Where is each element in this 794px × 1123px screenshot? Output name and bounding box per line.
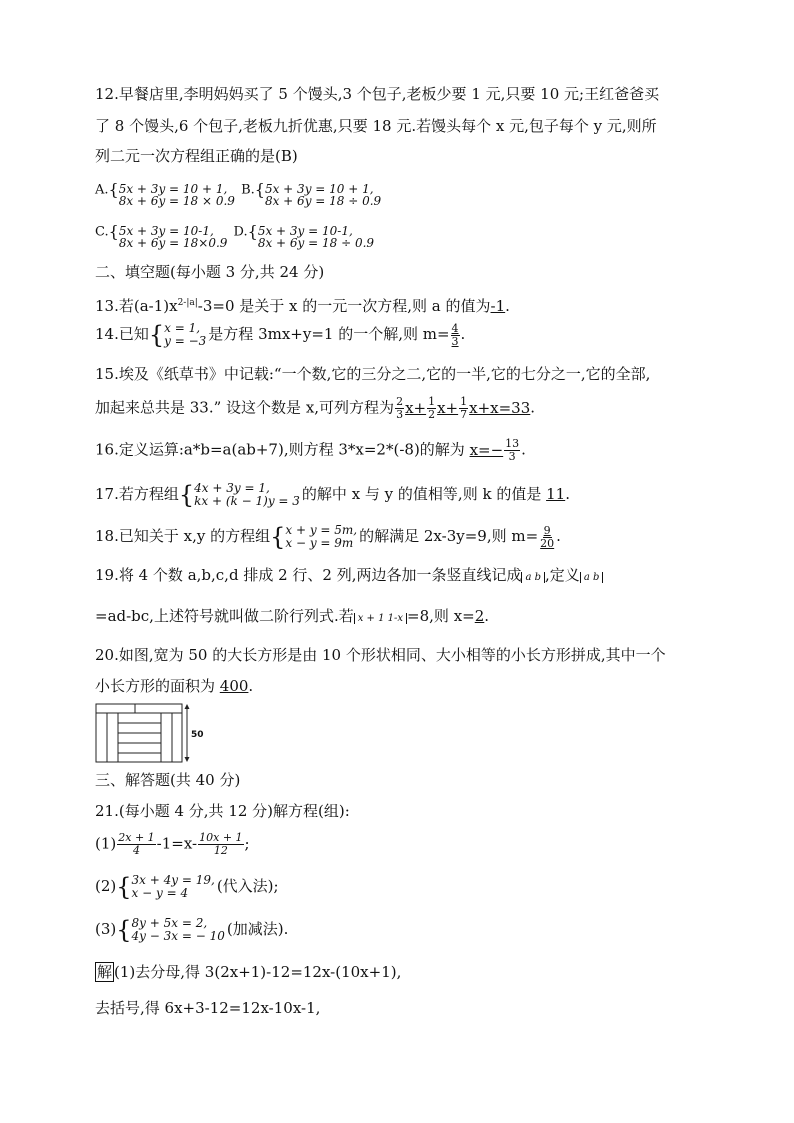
q17-text-mid: 的解中 x 与 y 的值相等,则 k 的值是 (301, 485, 547, 503)
q14: 14.已知{ x = 1, y = −3 是方程 3mx+y=1 的一个解,则 m= $\frac{4}{3}$ . (95, 321, 466, 349)
q18-answer-den: 20 (540, 536, 555, 550)
q15-line2 (95, 396, 535, 421)
q19-text-2b: =8,则 x= (407, 607, 475, 625)
q21-p3-eq2: 4y − 3x = − 10 (131, 929, 225, 943)
q15-term3: x+x=33 (469, 398, 531, 417)
q17-eq2: kx + (k − 1)y = 3 (194, 494, 300, 508)
q12-line2: 了 8 个馒头,6 个包子,老板九折优惠,只要 18 元.若馒头每个 x 元,包子每个 y 元,则所 (95, 117, 657, 135)
q18-eq1: x + y = 5m, (285, 523, 358, 537)
q15-frac1-den: 3 (396, 408, 404, 421)
option-c-label: C. (95, 224, 109, 240)
q21-part3-label: (3) (95, 920, 117, 938)
q13-end: . (505, 297, 510, 315)
q15-frac3-num: 1 (460, 395, 468, 408)
q21-p1-frac1-num: 2x + 1 (118, 831, 155, 844)
q12-line1: 12.早餐店里,李明妈妈买了 5 个馒头,3 个包子,老板少要 1 元,只要 10 元;王红爸爸买 (95, 85, 660, 103)
q15-answer (394, 395, 531, 421)
q21-part1-label: (1) (95, 834, 117, 853)
q18-answer (539, 525, 555, 550)
q21-part2: (2){ 3x + 4y = 19, x − y = 4 (代入法); (95, 873, 279, 901)
q15-term2: x+ (437, 398, 459, 417)
q13-answer: -1 (490, 297, 506, 315)
q21-p3-eq1: 8y + 5x = 2, (131, 916, 208, 930)
q19-matrix-2: a b (580, 572, 604, 583)
q16 (95, 438, 526, 463)
q16-answer-num: 13 (505, 437, 520, 450)
q14-eq2: y = −3 (164, 334, 207, 348)
q13-exponent: 2-|a| (177, 298, 198, 308)
q21-solution-line2: 去括号,得 6x+3-12=12x-10x-1, (95, 999, 321, 1017)
q14-eq1: x = 1, (164, 321, 201, 335)
q14-text-mid: 是方程 3mx+y=1 的一个解,则 m= (208, 325, 450, 343)
q18-end: . (556, 527, 561, 545)
q19-text: 19.将 4 个数 a,b,c,d 排成 2 行、2 列,两边各加一条竖直线记成 (95, 566, 522, 584)
option-b-eq1: 5x + 3y = 10 + 1, (264, 181, 374, 196)
q19-end: . (484, 607, 490, 625)
q18-answer-num: 9 (543, 523, 551, 537)
q18-eq2: x − y = 9m (285, 536, 354, 550)
q20-line2 (95, 676, 253, 696)
figure-arrow-down (185, 757, 190, 762)
q18-text: 18.已知关于 x,y 的方程组 (95, 527, 271, 545)
q16-text: 16.定义运算:a*b=a(ab+7),则方程 3*x=2*(-8)的解为 (95, 440, 470, 459)
q20-line1: 20.如图,宽为 50 的大长方形是由 10 个形状相同、大小相等的小长方形拼成,其中一个 (95, 646, 666, 664)
q21-part3: (3){ 8y + 5x = 2, 4y − 3x = − 10 (加减法). (95, 916, 289, 944)
q17-eq1: 4x + 3y = 1, (194, 481, 270, 495)
option-a-eq2: 8x + 6y = 18 × 0.9 (118, 193, 235, 208)
q13-text-mid: -3=0 是关于 x 的一元一次方程,则 a 的值为 (197, 297, 491, 315)
q14-end: . (460, 325, 466, 343)
q21-p2-eq2: x − y = 4 (131, 886, 189, 900)
q16-end: . (521, 440, 526, 459)
option-b-eq2: 8x + 6y = 18 ÷ 0.9 (264, 193, 382, 208)
q14-answer-den: 3 (451, 334, 459, 348)
option-c-eq2: 8x + 6y = 18×0.9 (118, 235, 228, 250)
q16-answer (469, 437, 522, 463)
q21-p1-frac1-den: 4 (132, 844, 140, 857)
q21-solution-step1: (1)去分母,得 3(2x+1)-12=12x-(10x+1), (114, 963, 402, 981)
q14-answer (451, 323, 460, 348)
q18: 18.已知关于 x,y 的方程组{ x + y = 5m, x − y = 9m 的解满足 2x-3y=9,则 m= $\frac{9}{20}$ . (95, 523, 561, 551)
q17: 17.若方程组{ 4x + 3y = 1, kx + (k − 1)y = 3 的解中 x 与 y 的值相等,则 k 的值是 11. (95, 481, 570, 509)
section-2-heading: 二、填空题(每小题 3 分,共 24 分) (95, 263, 325, 281)
q17-text: 17.若方程组 (95, 485, 179, 503)
q15-text: 加起来总共是 33.” 设这个数是 x,可列方程为 (95, 398, 395, 417)
option-d-eq1: 5x + 3y = 10-1, (257, 223, 353, 238)
q17-answer: 11 (546, 485, 566, 503)
q21-part1 (95, 832, 250, 857)
option-b-label: B. (241, 182, 255, 198)
q15-frac3-den: 7 (460, 408, 468, 421)
q15-frac2-den: 2 (428, 408, 436, 421)
q14-text: 14.已知 (95, 325, 149, 343)
figure-width-label: 50 (191, 730, 204, 740)
q20-rectangle-figure (95, 703, 215, 765)
q21-p2-note: (代入法); (216, 877, 279, 895)
q15-frac2-num: 1 (428, 395, 436, 408)
q19-text-b: ,定义 (545, 566, 580, 584)
option-c-eq1: 5x + 3y = 10-1, (118, 223, 214, 238)
q21-part2-label: (2) (95, 877, 117, 895)
q15-frac1-num: 2 (396, 395, 404, 408)
q21-p1-frac2-num: 10x + 1 (199, 831, 243, 844)
q20-answer: 400 (219, 677, 249, 695)
option-a-eq1: 5x + 3y = 10 + 1, (118, 181, 228, 196)
option-a-label: A. (95, 182, 109, 198)
section-3-heading: 三、解答题(共 40 分) (95, 771, 241, 789)
q16-answer-prefix: x=− (469, 440, 504, 459)
q21-p3-note: (加减法). (226, 920, 289, 938)
option-d-eq2: 8x + 6y = 18 ÷ 0.9 (257, 235, 375, 250)
q16-answer-den: 3 (508, 450, 516, 463)
q19-answer: 2 (474, 607, 485, 625)
q12-options-ab: A.{ 5x + 3y = 10 + 1, 8x + 6y = 18 × 0.9 B.{ 5x + 3y = 10 + 1, 8x + 6y = 18 ÷ 0.9 (95, 180, 382, 208)
q19-line2 (95, 606, 489, 629)
q21-intro: 21.(每小题 4 分,共 12 分)解方程(组): (95, 802, 350, 820)
q21-p1-frac2-den: 12 (213, 844, 228, 857)
q21-solution-line1 (95, 962, 401, 982)
q21-p1-end: ; (244, 834, 250, 853)
q15-line1: 15.埃及《纸草书》中记载:“一个数,它的三分之二,它的一半,它的七分之一,它的全部, (95, 365, 651, 383)
q18-text-mid: 的解满足 2x-3y=9,则 m= (359, 527, 539, 545)
q20-end: . (248, 677, 254, 695)
q19-text-2: =ad-bc,上述符号就叫做二阶行列式.若 (95, 607, 354, 625)
q12-line3: 列二元一次方程组正确的是(B) (95, 147, 298, 165)
figure-arrow-up (185, 704, 190, 709)
q13 (95, 293, 510, 316)
q21-p2-eq1: 3x + 4y = 19, (131, 873, 215, 887)
q19-line1 (95, 565, 603, 588)
q15-term1: x+ (405, 398, 427, 417)
q15-end: . (530, 398, 536, 417)
q20-text: 小长方形的面积为 (95, 677, 220, 695)
q19-matrix-1: a b (521, 572, 545, 583)
q13-text: 13.若(a-1)x (95, 297, 178, 315)
q12-options-cd: C.{ 5x + 3y = 10-1, 8x + 6y = 18×0.9 D.{ 5x + 3y = 10-1, 8x + 6y = 18 ÷ 0.9 (95, 222, 375, 250)
q21-p1-mid: -1=x- (156, 834, 198, 853)
solution-tag: 解 (97, 963, 113, 981)
option-d-label: D. (233, 224, 248, 240)
q19-determinant: x + 1 1-x (354, 613, 407, 624)
q17-end: . (565, 485, 570, 503)
q14-answer-num: 4 (451, 321, 459, 335)
